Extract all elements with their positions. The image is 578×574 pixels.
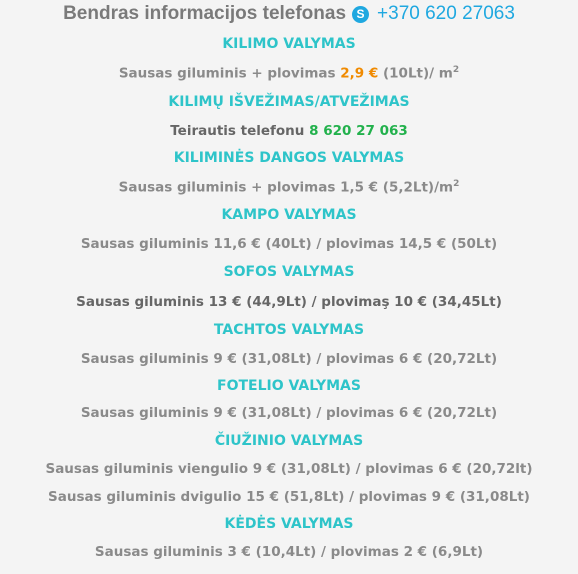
price-line: Sausas giluminis 11,6 € (40Lt) / plovimas 14,5 € (50Lt)	[80, 236, 498, 252]
section-title: TACHTOS VALYMAS	[213, 322, 365, 338]
price-highlight: 2,9 €	[340, 65, 379, 82]
phone-number-link[interactable]: +370 620 27063	[377, 3, 515, 24]
price-line: Sausas giluminis 3 € (10,4Lt) / plovimas 2 € (6,9Lt)	[94, 544, 484, 560]
phone-label: Bendras informacijos telefonas	[63, 3, 347, 24]
price-line	[0, 123, 578, 139]
price-text: (10Lt)/ m	[378, 65, 453, 82]
section-title: KĖDĖS VALYMAS	[224, 516, 354, 532]
section-title: KILIMINĖS DANGOS VALYMAS	[173, 150, 405, 166]
section-title: ČIUŽINIO VALYMAS	[214, 433, 364, 449]
price-line: Sausas giluminis 9 € (31,08Lt) / plovimas 6 € (20,72Lt)	[80, 405, 498, 421]
price-line: Sausas giluminis viengulio 9 € (31,08Lt) / plovimas 6 € (20,72lt)	[45, 461, 533, 477]
price-line	[0, 179, 578, 196]
price-line: Sausas giluminis 13 € (44,9Lt) / plovimaş 10 € (34,45Lt)	[76, 294, 502, 310]
price-text: Teirautis telefonu	[170, 123, 310, 139]
price-text: Sausas giluminis + plovimas 1,5 € (5,2Lt)/m	[118, 179, 454, 196]
price-line	[0, 65, 578, 82]
price-line: Sausas giluminis dvigulio 15 € (51,8Lt) / plovimas 9 € (31,08Lt)	[48, 489, 530, 505]
skype-icon[interactable]: S	[352, 6, 369, 23]
superscript: 2	[453, 179, 460, 189]
superscript: 2	[452, 65, 460, 75]
section-title: SOFOS VALYMAS	[223, 264, 355, 280]
price-line: Sausas giluminis 9 € (31,08Lt) / plovimas 6 € (20,72Lt)	[80, 351, 498, 367]
section-title: KAMPO VALYMAS	[221, 207, 357, 223]
contact-header	[0, 0, 578, 28]
section-title: KILIMŲ IŠVEŽIMAS/ATVEŽIMAS	[168, 94, 410, 110]
phone-highlight[interactable]: 8 620 27 063	[309, 123, 408, 139]
section-title: FOTELIO VALYMAS	[217, 378, 361, 394]
section-title: KILIMO VALYMAS	[222, 36, 356, 52]
price-text: Sausas giluminis + plovimas	[118, 65, 341, 82]
